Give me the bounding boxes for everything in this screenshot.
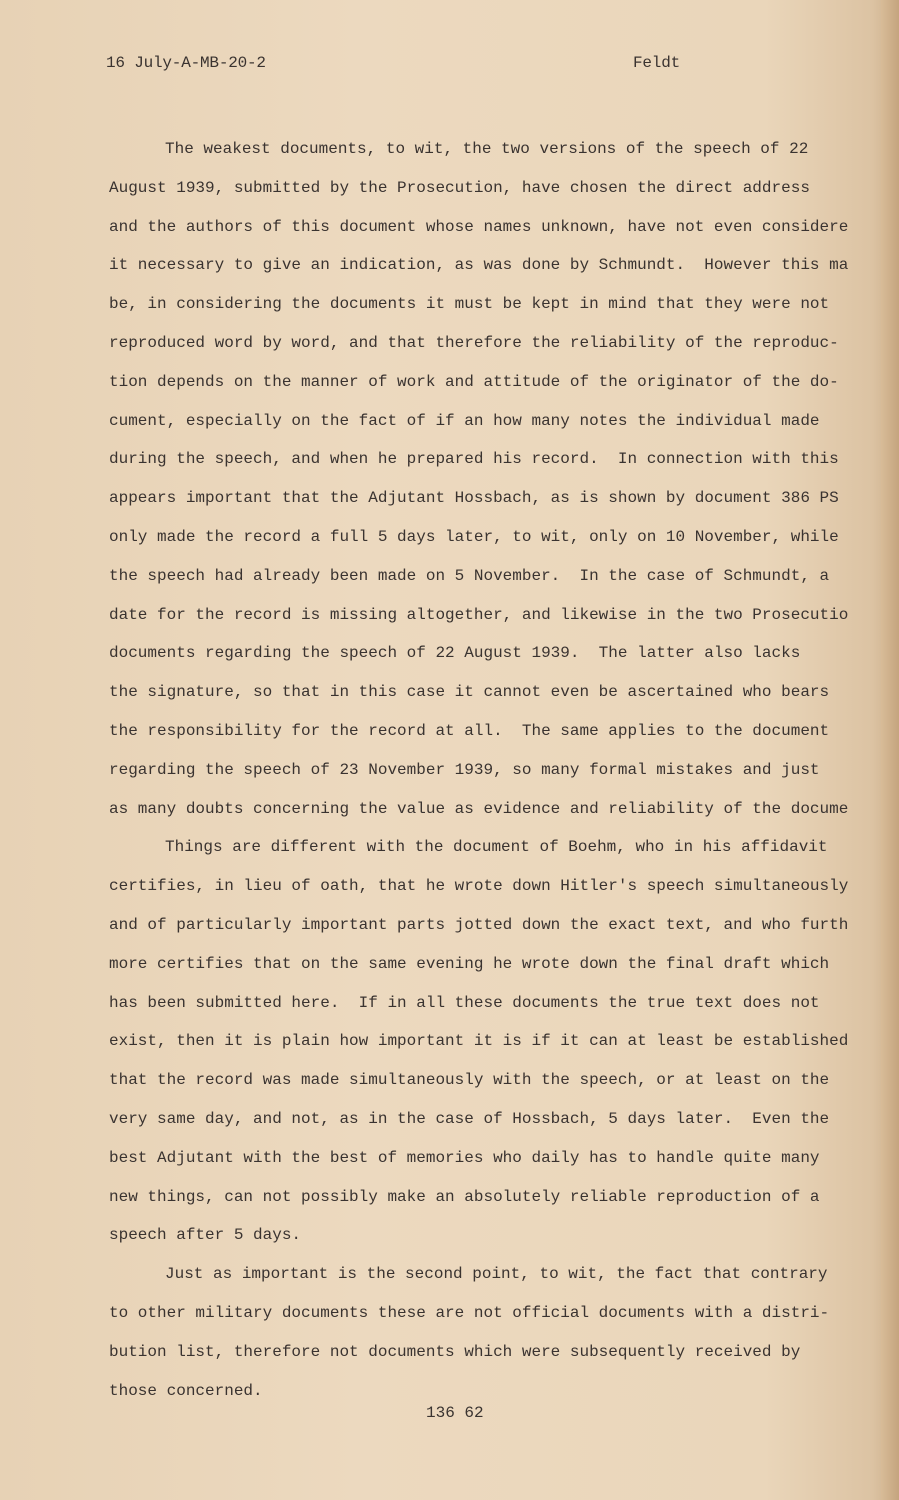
page-edge-shadow [881,0,899,1500]
text-line: tion depends on the manner of work and attitude of the originator of the do- [109,372,839,391]
text-line: as many doubts concerning the value as evidence and reliability of the docume [109,799,849,818]
text-line: has been submitted here. If in all these documents the true text does not [109,993,820,1012]
text-line: August 1939, submitted by the Prosecution, have chosen the direct address [109,178,810,197]
text-line: Things are different with the document of Boehm, who in his affidavit [165,838,828,857]
text-line: documents regarding the speech of 22 August 1939. The latter also lacks [109,644,801,663]
text-line: and of particularly important parts jotted down the exact text, and who furth [109,915,849,934]
text-line: best Adjutant with the best of memories who daily has to handle quite many [109,1148,820,1167]
text-line: The weakest documents, to wit, the two versions of the speech of 22 [165,140,809,158]
text-line: bution list, therefore not documents which were subsequently received by [109,1342,801,1361]
text-line: to other military documents these are not official documents with a distri- [109,1303,830,1322]
text-line: regarding the speech of 23 November 1939, so many formal mistakes and just [109,760,820,779]
text-line: only made the record a full 5 days later, to wit, only on 10 November, while [109,527,839,546]
text-line: the speech had already been made on 5 November. In the case of Schmundt, a [109,566,830,585]
text-line: that the record was made simultaneously with the speech, or at least on the [109,1071,830,1090]
text-line: speech after 5 days. [109,1226,302,1245]
text-line: very same day, and not, as in the case of Hossbach, 5 days later. Even the [109,1109,830,1128]
text-line: it necessary to give an indication, as was done by Schmundt. However this ma [109,256,849,275]
text-line: certifies, in lieu of oath, that he wrote down Hitler's speech simultaneously [109,877,849,896]
document-body [109,130,869,1410]
text-line: reproduced word by word, and that therefore the reliability of the reproduc- [109,333,839,352]
text-line: new things, can not possibly make an absolutely reliable reproduction of a [109,1187,820,1206]
text-line: cument, especially on the fact of if an how many notes the individual made [109,411,820,430]
text-line: Just as important is the second point, to wit, the fact that contrary [165,1265,828,1284]
speaker-name: Feldt [633,54,681,72]
text-line: more certifies that on the same evening he wrote down the final draft which [109,954,830,973]
text-line: the signature, so that in this case it cannot even be ascertained who bears [109,683,830,702]
text-line: appears important that the Adjutant Hossbach, as is shown by document 386 PS [109,489,839,508]
text-line: be, in considering the documents it must be kept in mind that they were not [109,295,830,314]
text-line: and the authors of this document whose names unknown, have not even considere [109,217,849,236]
text-line: exist, then it is plain how important it is if it can at least be established [109,1032,849,1051]
text-line: those concerned. [109,1381,263,1400]
page-number: 136 62 [426,1404,484,1422]
document-reference: 16 July-A-MB-20-2 [106,54,266,72]
text-line: the responsibility for the record at all. The same applies to the document [109,721,830,740]
text-line: during the speech, and when he prepared his record. In connection with this [109,450,839,469]
text-line: date for the record is missing altogether, and likewise in the two Prosecutio [109,605,849,624]
